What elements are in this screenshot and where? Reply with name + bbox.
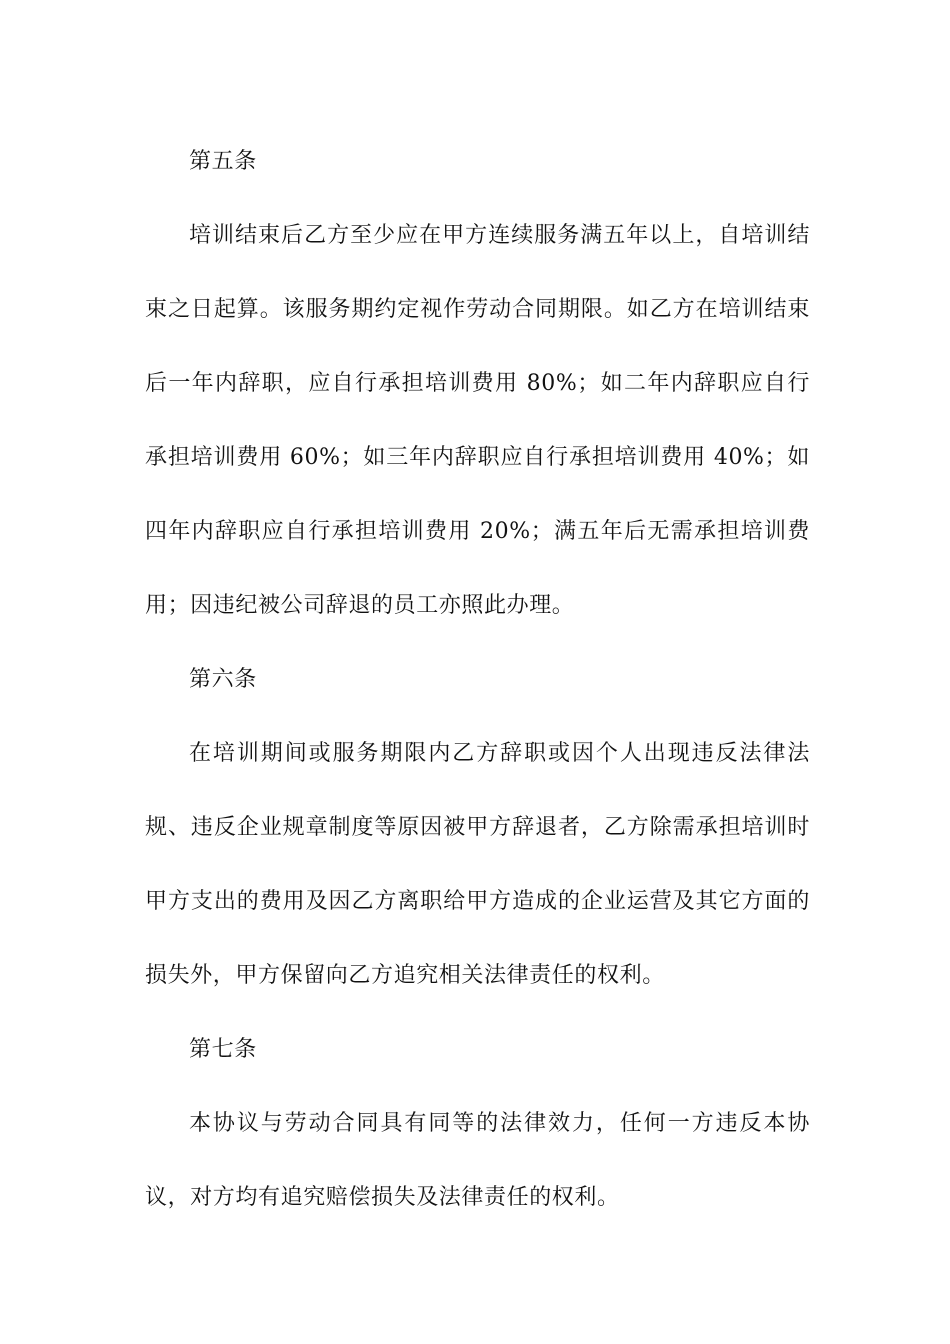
article-5-heading: 第五条 bbox=[189, 149, 257, 174]
article-6-text: 在培训期间或服务期限内乙方辞职或因个人出现违反法律法规、违反企业规章制度等原因被甲方辞退者，乙方除需承担培训时甲方支出的费用及因乙方离职给甲方造成的企业运营及其它方面的损失外，甲方保留向乙方追究相关法律责任的权利。 bbox=[145, 741, 810, 988]
article-6-heading: 第六条 bbox=[189, 667, 257, 692]
document-body bbox=[145, 125, 810, 1235]
article-7-text: 本协议与劳动合同具有同等的法律效力，任何一方违反本协议，对方均有追究赔偿损失及法律责任的权利。 bbox=[145, 1111, 810, 1210]
article-5-text: 培训结束后乙方至少应在甲方连续服务满五年以上，自培训结束之日起算。该服务期约定视作劳动合同期限。如乙方在培训结束后一年内辞职，应自行承担培训费用 80%；如二年内辞职应自行承担培训费用 60%；如三年内辞职应自行承担培训费用 40%；如四年内辞职应自行承担培训费用 20%；满五年后无需承担培训费用；因违纪被公司辞退的员工亦照此办理。 bbox=[145, 223, 810, 618]
article-7-heading: 第七条 bbox=[189, 1037, 257, 1062]
